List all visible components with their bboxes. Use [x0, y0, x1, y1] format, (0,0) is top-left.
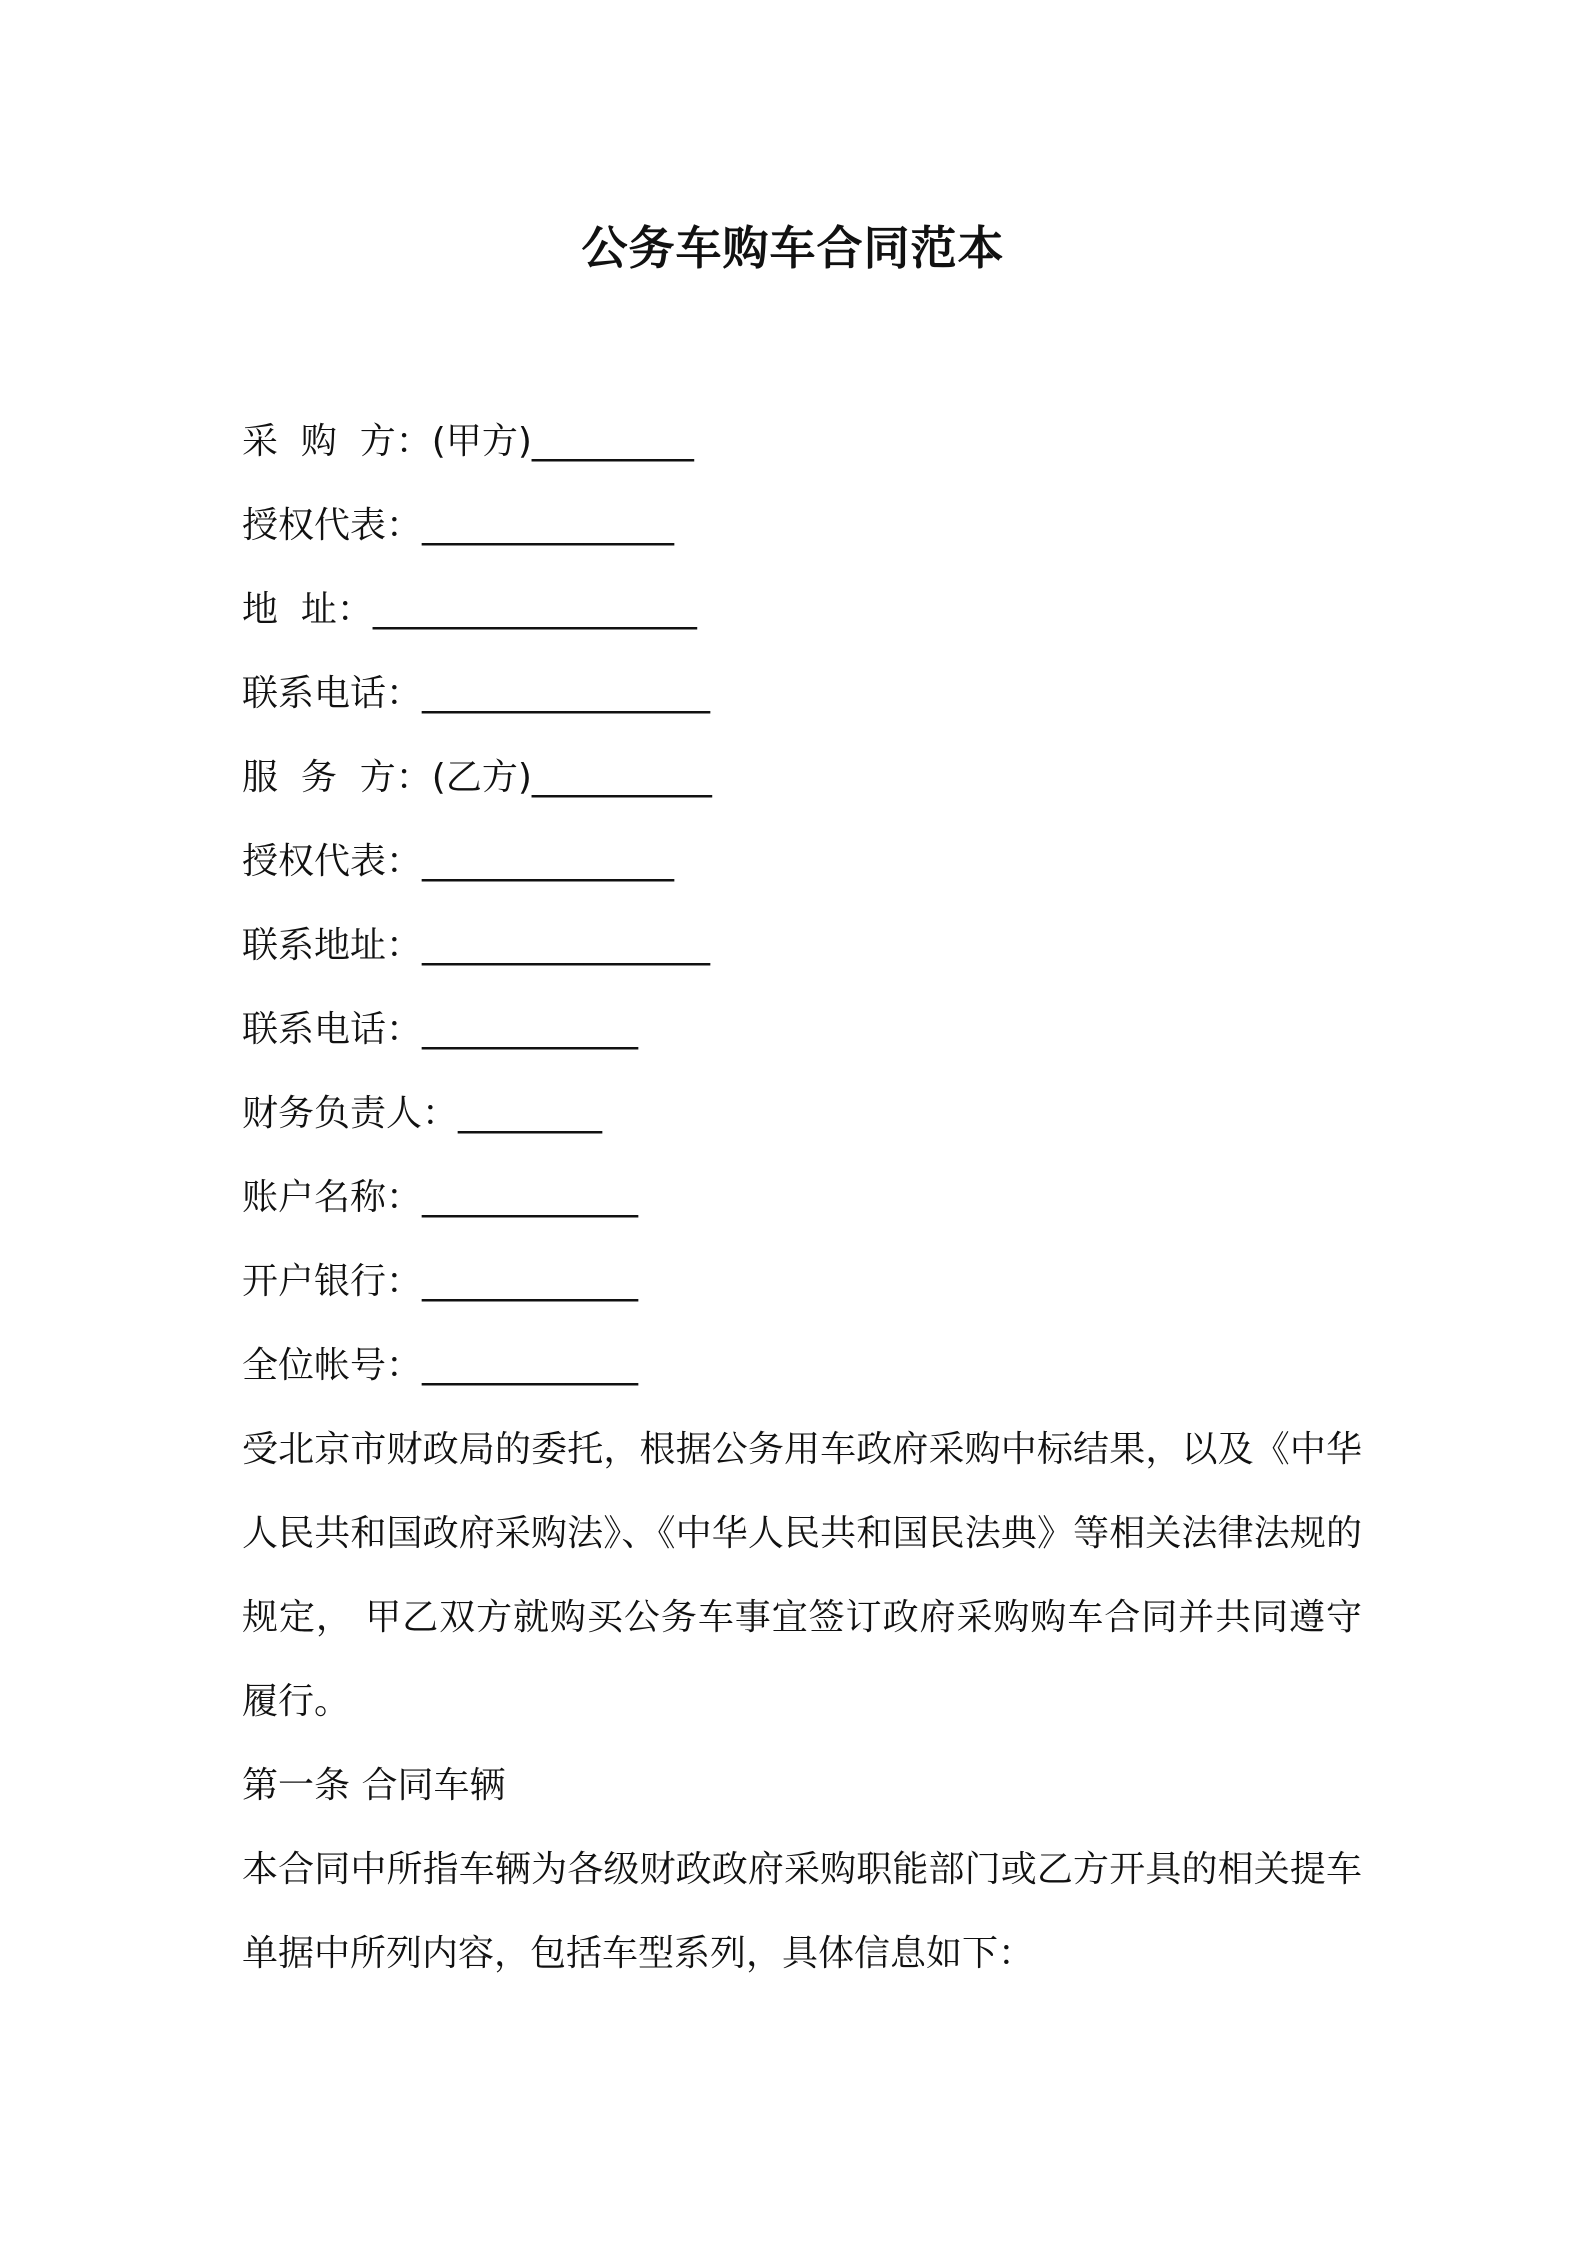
field-label: 采 购 方：(甲方)	[242, 421, 532, 462]
field-label: 开户银行：	[242, 1261, 423, 1302]
field-label: 联系电话：	[242, 673, 423, 714]
field-label: 授权代表：	[242, 841, 423, 882]
field-blank: __________	[531, 757, 712, 798]
intro-paragraph: 受北京市财政局的委托，根据公务用车政府采购中标结果，以及《中华人民共和国政府采购法》、《中华人民共和国民法典》等相关法律法规的规定， 甲乙双方就购买公务车事宜签订政府采购购车合同并共同遵守履行。	[242, 1429, 1362, 1722]
field-supplier-address	[242, 904, 1362, 988]
field-label: 全位帐号：	[242, 1345, 423, 1386]
field-blank: ______________	[422, 505, 675, 546]
field-purchaser-rep	[242, 484, 1362, 568]
field-purchaser	[242, 400, 1362, 484]
field-bank	[242, 1240, 1362, 1324]
field-account-name	[242, 1156, 1362, 1240]
field-blank: ____________	[422, 1345, 639, 1386]
field-blank: ____________	[422, 1177, 639, 1218]
field-blank: ____________	[422, 1261, 639, 1302]
field-account-number	[242, 1324, 1362, 1408]
field-supplier-phone	[242, 988, 1362, 1072]
field-blank: ________	[458, 1093, 603, 1134]
field-address	[242, 568, 1362, 652]
field-purchaser-phone	[242, 652, 1362, 736]
field-blank: ________________	[422, 925, 711, 966]
field-blank: __________________	[372, 589, 697, 630]
field-label: 联系地址：	[242, 925, 423, 966]
field-label: 服 务 方：(乙方)	[242, 757, 532, 798]
field-label: 联系电话：	[242, 1009, 423, 1050]
field-blank: ________________	[422, 673, 711, 714]
field-finance-head	[242, 1072, 1362, 1156]
document-title: 公务车购车合同范本	[581, 221, 1005, 275]
field-label: 账户名称：	[242, 1177, 423, 1218]
article-1-body: 本合同中所指车辆为各级财政政府采购职能部门或乙方开具的相关提车单据中所列内容，包括车型系列，具体信息如下：	[242, 1849, 1362, 1974]
article-1-heading: 第一条 合同车辆	[242, 1765, 506, 1806]
field-supplier-rep	[242, 820, 1362, 904]
field-blank: ______________	[422, 841, 675, 882]
field-label: 授权代表：	[242, 505, 423, 546]
field-label: 地 址：	[242, 589, 373, 630]
field-blank: _________	[531, 421, 694, 462]
field-blank: ____________	[422, 1009, 639, 1050]
field-supplier	[242, 736, 1362, 820]
field-label: 财务负责人：	[242, 1093, 459, 1134]
document-body	[242, 400, 1362, 1996]
